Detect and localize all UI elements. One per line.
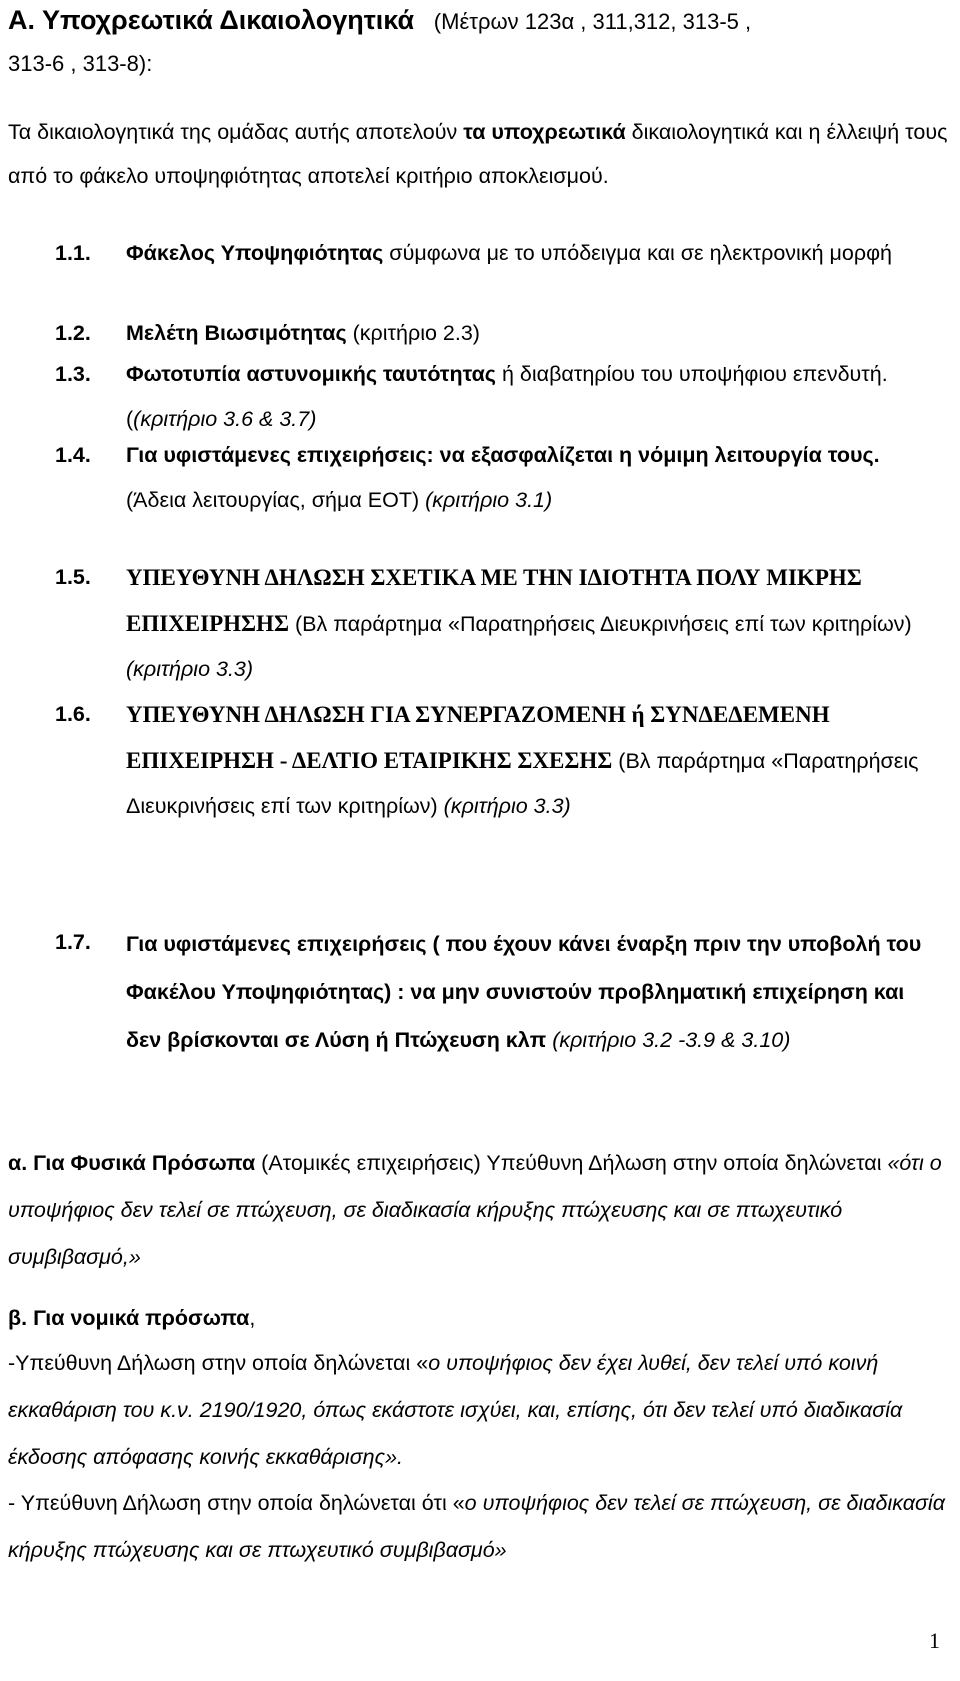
intro-paragraph xyxy=(8,110,952,198)
item-title: Για υφιστάμενες επιχειρήσεις ( που έχουν κάνει έναρξη πριν την υποβολή του Φακέλου Υποψηφιότητας) : να μην συνιστούν προβληματική επιχείρηση και δεν βρίσκονται σε Λύση ή Πτώχευση κλπ xyxy=(126,932,922,1052)
item-criterion: (κριτήριο 3.3) xyxy=(443,794,571,818)
section-a-quote: «ότι ο υποψήφιος δεν τελεί σε πτώχευση, σε διαδικασία κήρυξης πτώχευσης και σε πτωχευτικό συμβιβασμό,» xyxy=(8,1151,942,1269)
list-item xyxy=(55,692,945,829)
item-criterion: (κριτήριο 3.3) xyxy=(126,657,254,681)
item-title: Φωτοτυπία αστυνομικής ταυτότητας xyxy=(126,362,496,386)
natural-persons-paragraph xyxy=(8,1140,952,1281)
section-b-text: -Υπεύθυνη Δήλωση στην οποία δηλώνεται « xyxy=(8,1351,429,1375)
item-number: 1.7. xyxy=(55,930,91,954)
item-text: (κριτήριο 2.3) xyxy=(346,321,480,345)
section-a-title: α. Για Φυσικά Πρόσωπα xyxy=(8,1151,256,1175)
item-criterion: (κριτήριο 3.2 -3.9 & 3.10) xyxy=(552,1028,791,1052)
heading-title: Α. Υποχρεωτικά Δικαιολογητικά xyxy=(8,5,415,35)
section-b-suffix: , xyxy=(249,1306,256,1330)
list-item xyxy=(55,231,945,276)
item-text: (Βλ παράρτημα «Παρατηρήσεις Διευκρινήσεις επί των κριτηρίων) xyxy=(126,749,919,818)
section-b-text-2: - Υπεύθυνη Δήλωση στην οποία δηλώνεται ότι « xyxy=(8,1491,465,1515)
item-title: ΥΠΕΥΘΥΝΗ ΔΗΛΩΣΗ ΓΙΑ ΣΥΝΕΡΓΑΖΟΜΕΝΗ ή ΣΥΝΔΕΔΕΜΕΝΗ ΕΠΙΧΕΙΡΗΣΗ - ΔΕΛΤΙΟ ΕΤΑΙΡΙΚΗΣ ΣΧΕΣΗΣ xyxy=(126,702,830,773)
item-number: 1.2. xyxy=(55,321,91,345)
list-item xyxy=(55,433,945,523)
intro-text: Τα δικαιολογητικά της ομάδας αυτής αποτελούν xyxy=(8,120,464,144)
section-b-quote-2: ο υποψήφιος δεν τελεί σε πτώχευση, σε διαδικασία κήρυξης πτώχευσης και σε πτωχευτικό συμβιβασμό» xyxy=(8,1491,945,1562)
legal-persons-paragraph-2 xyxy=(8,1480,952,1574)
section-b-title: β. Για νομικά πρόσωπα xyxy=(8,1306,250,1330)
item-criterion: (κριτήριο 3.1) xyxy=(425,488,553,512)
item-number: 1.6. xyxy=(55,702,91,726)
item-title: Για υφιστάμενες επιχειρήσεις: να εξασφαλίζεται η νόμιμη λειτουργία τους. xyxy=(126,443,880,467)
item-number: 1.1. xyxy=(55,241,91,265)
list-item xyxy=(55,311,945,356)
legal-persons-heading xyxy=(8,1296,952,1340)
item-title: Φάκελος Υποψηφιότητας xyxy=(126,241,384,265)
item-number: 1.4. xyxy=(55,443,91,467)
section-a-text: (Ατομικές επιχειρήσεις) Υπεύθυνη Δήλωση στην οποία δηλώνεται xyxy=(255,1151,888,1175)
heading-measures: (Μέτρων 123α , 311,312, 313-5 , xyxy=(433,9,752,34)
item-text: (Βλ παράρτημα «Παρατηρήσεις Διευκρινήσεις επί των κριτηρίων) xyxy=(289,612,912,636)
page-number: 1 xyxy=(929,1628,940,1653)
item-text: σύμφωνα με το υπόδειγμα και σε ηλεκτρονική μορφή xyxy=(383,241,892,265)
item-title: ΥΠΕΥΘΥΝΗ ΔΗΛΩΣΗ ΣΧΕΤΙΚΑ ΜΕ ΤΗΝ ΙΔΙΟΤΗΤΑ ΠΟΛΥ ΜΙΚΡΗΣ ΕΠΙΧΕΙΡΗΣΗΣ xyxy=(126,565,862,636)
heading-measures-cont: 313-6 , 313-8): xyxy=(8,51,153,76)
intro-text-2: δικαιολογητικά και η έλλειψή τους από το φάκελο υποψηφιότητας αποτελεί κριτήριο αποκλεισμού. xyxy=(8,120,948,188)
intro-bold: τα υποχρεωτικά xyxy=(463,120,626,144)
list-item xyxy=(55,352,945,442)
item-text: (Άδεια λειτουργίας, σήμα ΕΟΤ) xyxy=(126,488,426,512)
section-b-quote: ο υποψήφιος δεν έχει λυθεί, δεν τελεί υπό κοινή εκκαθάριση του κ.ν. 2190/1920, όπως εκάστοτε ισχύει, και, επίσης, ότι δεν τελεί υπό διαδικασία έκδοσης απόφασης κοινής εκκαθάρισης». xyxy=(8,1351,903,1469)
section-heading xyxy=(8,0,948,84)
list-item xyxy=(55,920,945,1064)
item-number: 1.5. xyxy=(55,565,91,589)
list-item xyxy=(55,555,945,692)
item-text: ή διαβατηρίου του υποψήφιου επενδυτή. ( xyxy=(126,362,888,431)
item-number: 1.3. xyxy=(55,362,91,386)
item-criterion: (κριτήριο 3.6 & 3.7) xyxy=(133,407,317,431)
item-title: Μελέτη Βιωσιμότητας xyxy=(126,321,347,345)
legal-persons-paragraph-1 xyxy=(8,1340,952,1481)
